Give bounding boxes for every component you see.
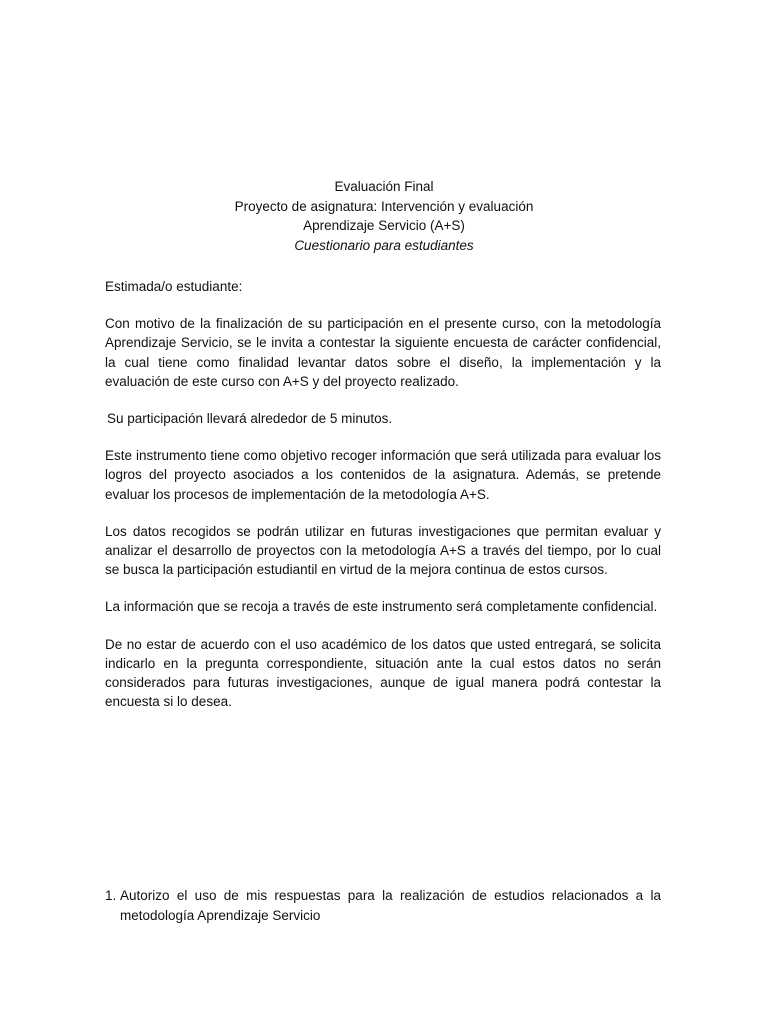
project-line: Proyecto de asignatura: Intervención y evaluación (234, 198, 534, 214)
paragraph-data-use: Los datos recogidos se podrán utilizar en futuras investigaciones que permitan evaluar y analizar el desarrollo de proyectos con la metodología A+S a través del tiempo, por lo cual se busca la participación estudiantil en virtud de la mejora continua de estos cursos. (105, 523, 661, 578)
paragraph-confidentiality: La información que se recoja a través de este instrumento será completamente confidencial. (105, 599, 658, 615)
document-body (105, 277, 661, 729)
paragraph-consent: De no estar de acuerdo con el uso académico de los datos que usted entregará, se solicita indicarlo en la pregunta correspondiente, situación ante la cual estos datos no serán considerados para futuras investigaciones, aunque de igual manera podrá contestar la encuesta si lo desea. (105, 636, 661, 710)
question-text: Autorizo el uso de mis respuestas para la realización de estudios relacionados a la metodología Aprendizaje Servicio (120, 888, 661, 923)
paragraph-duration: Su participación llevará alrededor de 5 minutos. (107, 411, 393, 427)
question-number: 1. (105, 888, 117, 903)
question-item (105, 886, 661, 926)
document-header (0, 177, 768, 255)
paragraph-objective: Este instrumento tiene como objetivo recoger información que será utilizada para evaluar los logros del proyecto asociados a los contenidos de la asignatura. Además, se pretende evaluar los procesos de implementación de la metodología A+S. (105, 448, 661, 502)
greeting: Estimada/o estudiante: (105, 279, 243, 294)
document-subtitle: Cuestionario para estudiantes (294, 237, 474, 253)
paragraph-intro: Con motivo de la finalización de su participación en el presente curso, con la metodología Aprendizaje Servicio, se le invita a contestar la siguiente encuesta de carácter confidencial, la cual tiene como finalidad levantar datos sobre el diseño, la implementación y la evaluación de este curso con A+S y del proyecto realizado. (105, 316, 661, 389)
methodology-line: Aprendizaje Servicio (A+S) (303, 218, 465, 233)
document-title: Evaluación Final (334, 179, 434, 194)
